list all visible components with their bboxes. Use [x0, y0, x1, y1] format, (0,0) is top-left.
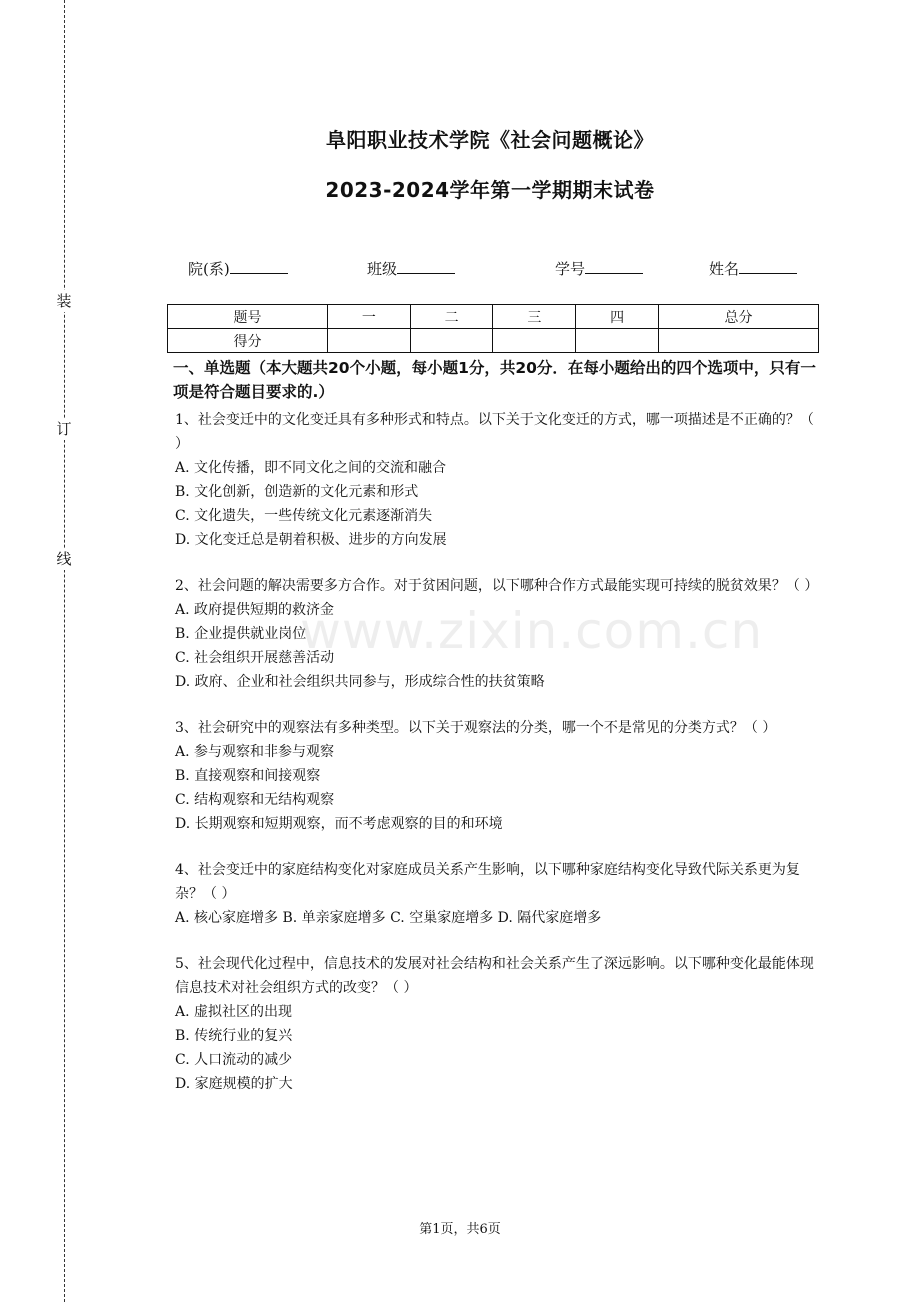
- option-c: C. 人口流动的减少: [175, 1052, 293, 1068]
- score-header-cell: 一: [327, 305, 410, 329]
- option-c: C. 文化遗失，一些传统文化元素逐渐消失: [175, 508, 433, 524]
- option-d: D. 文化变迁总是朝着积极、进步的方向发展: [175, 532, 447, 548]
- score-cell[interactable]: [327, 329, 410, 353]
- option-c: C. 社会组织开展慈善活动: [175, 650, 335, 666]
- class-label: 班级: [367, 260, 398, 278]
- name-field[interactable]: [709, 258, 797, 279]
- binding-char-ding: 订: [50, 418, 78, 440]
- binding-dashed-line: [64, 0, 65, 1302]
- option-d: D. 政府、企业和社会组织共同参与，形成综合性的扶贫策略: [175, 674, 545, 690]
- binding-char-xian: 线: [50, 548, 78, 570]
- options-inline: A. 核心家庭增多 B. 单亲家庭增多 C. 空巢家庭增多 D. 隔代家庭增多: [175, 910, 602, 926]
- score-cell[interactable]: [576, 329, 659, 353]
- page-footer: 第1页，共6页: [419, 1222, 501, 1237]
- option-c: C. 结构观察和无结构观察: [175, 792, 335, 808]
- option-b: B. 企业提供就业岗位: [175, 626, 307, 642]
- option-d: D. 家庭规模的扩大: [175, 1076, 293, 1092]
- question-1: [175, 408, 820, 552]
- score-cell[interactable]: [410, 329, 493, 353]
- section-heading: 一、单选题（本大题共20个小题，每小题1分，共20分．在每小题给出的四个选项中，只有一项是符合题目要求的.）: [173, 359, 816, 401]
- question-stem: 3、社会研究中的观察法有多种类型。以下关于观察法的分类，哪一个不是常见的分类方式？（ ）: [175, 720, 777, 736]
- class-field[interactable]: [367, 258, 455, 279]
- score-header-cell: 题号: [168, 305, 328, 329]
- binding-char-zhuang: 装: [50, 290, 78, 312]
- question-stem: 5、社会现代化过程中，信息技术的发展对社会结构和社会关系产生了深远影响。以下哪种变化最能体现信息技术对社会组织方式的改变？（ ）: [175, 956, 814, 996]
- question-stem: 4、社会变迁中的家庭结构变化对家庭成员关系产生影响，以下哪种家庭结构变化导致代际关系更为复杂？（ ）: [175, 862, 800, 902]
- class-blank[interactable]: [397, 259, 455, 274]
- exam-content: [175, 356, 820, 1118]
- exam-title-line2: 2023-2024学年第一学期期末试卷: [325, 178, 655, 202]
- score-table-header-row: [168, 305, 819, 329]
- student-id-field[interactable]: [555, 258, 643, 279]
- option-b: B. 传统行业的复兴: [175, 1028, 293, 1044]
- name-label: 姓名: [709, 260, 740, 278]
- score-header-cell: 三: [493, 305, 576, 329]
- question-4: [175, 858, 820, 930]
- score-header-cell: 总分: [658, 305, 818, 329]
- option-d: D. 长期观察和短期观察，而不考虑观察的目的和环境: [175, 816, 503, 832]
- score-header-cell: 四: [576, 305, 659, 329]
- score-table-score-row: [168, 329, 819, 353]
- option-b: B. 文化创新，创造新的文化元素和形式: [175, 484, 419, 500]
- department-field[interactable]: [188, 258, 288, 279]
- score-header-cell: 二: [410, 305, 493, 329]
- exam-title-line1: 阜阳职业技术学院《社会问题概论》: [326, 128, 654, 152]
- option-a: A. 参与观察和非参与观察: [175, 744, 335, 760]
- option-a: A. 文化传播，即不同文化之间的交流和融合: [175, 460, 447, 476]
- watermark: www.zixin.com.cn: [300, 602, 764, 660]
- score-cell[interactable]: [493, 329, 576, 353]
- question-stem: 2、社会问题的解决需要多方合作。对于贫困问题，以下哪种合作方式最能实现可持续的脱贫效果？（ ）: [175, 578, 819, 594]
- student-info-row: [0, 258, 920, 280]
- question-3: [175, 716, 820, 836]
- score-cell[interactable]: [658, 329, 818, 353]
- department-label: 院(系): [188, 260, 230, 278]
- option-b: B. 直接观察和间接观察: [175, 768, 321, 784]
- score-table: [167, 304, 819, 353]
- score-row-label: 得分: [168, 329, 328, 353]
- option-a: A. 虚拟社区的出现: [175, 1004, 293, 1020]
- question-5: [175, 952, 820, 1096]
- student-id-blank[interactable]: [585, 259, 643, 274]
- name-blank[interactable]: [739, 259, 797, 274]
- question-stem: 1、社会变迁中的文化变迁具有多种形式和特点。以下关于文化变迁的方式，哪一项描述是不正确的？（ ）: [175, 412, 814, 452]
- option-a: A. 政府提供短期的救济金: [175, 602, 335, 618]
- department-blank[interactable]: [230, 259, 288, 274]
- question-2: [175, 574, 820, 694]
- student-id-label: 学号: [555, 260, 586, 278]
